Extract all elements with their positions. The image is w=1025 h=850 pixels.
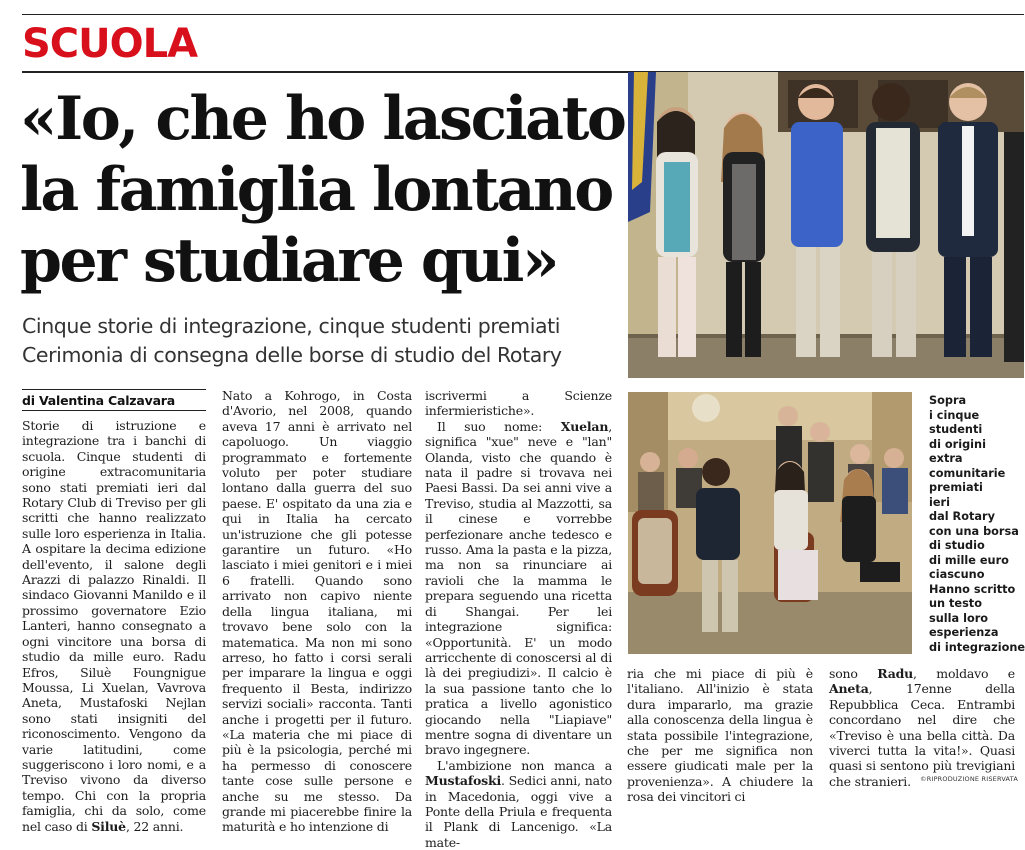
name-highlight: Radu [877,666,914,681]
byline: di Valentina Calzavara [22,393,176,408]
subtitle-line-2: Cerimonia di consegna delle borse di studio del Rotary [22,343,562,367]
copyright-notice: ©RIPRODUZIONE RISERVATA [920,775,1018,783]
article-text: , 17enne della Repubblica Ceca. Entrambi concordano nel dire che «Treviso è una bella città. Da viverci tutta la vita!». Quasi quasi si sentono più trevigiani che stranieri. [829,681,1015,789]
name-highlight: Mustafoski [425,773,501,789]
article-column-2 [222,388,412,835]
name-highlight: Xuelan [560,418,609,434]
caption-line: ieri [929,495,950,509]
caption-line: di mille euro [929,553,1009,567]
byline-rule-bottom [22,410,206,411]
headline-line-3: per studiare qui» [20,226,558,296]
headline-line-2: la famiglia lontano [20,155,612,225]
caption-line: comunitarie [929,466,1006,480]
photo-caption [929,394,1025,655]
article-column-1 [22,418,206,834]
caption-line: Hanno scritto [929,582,1016,596]
article-text: , significa "xue" neve e "lan" Olanda, visto che quando è nata il padre si trovava nei Paesi Bassi. Da sei anni vive a Treviso, studia al Mazzotti, sa il cinese e vorrebbe perfezionare anche tedesco e russo. Ama la pasta e la pizza, ma non sa rinunciare ai ravioli che la mamma le prepara seguendo una ricetta di Shangai. Per lei integrazione significa: «Opportunità. E' un modo arricchente di conoscersi al di là dei pregiudizi». Il calcio è la sua passione tanto che lo pratica a livello agonistico giocando nella "Liapiave" mentre sogna di diventare un bravo ingegnere. [425,418,612,758]
subtitle-line-1: Cinque storie di integrazione, cinque studenti premiati [22,314,561,338]
byline-rule-top [22,389,206,390]
article-paragraph [829,666,1015,789]
caption-line: sulla loro [929,611,989,625]
caption-line: dal Rotary [929,510,995,523]
article-paragraph [22,418,206,834]
caption-line: di studio [929,539,985,552]
top-rule [22,14,1024,15]
ceremony-audience-photo [628,392,912,654]
article-paragraph: iscrivermi a Scienze infermieristiche». [425,388,612,419]
caption-line: ciascuno [929,568,985,581]
caption-line: di integrazione [929,640,1025,654]
article-text: Storie di istruzione e integrazione tra i banchi di scuola. Cinque studenti di origine extracomunitaria sono stati premiati ieri dal Rotary Club di Treviso per gli scritti che hanno realizzato sulle loro esperienza in Italia. A ospitare la decima edizione dell'evento, il salone degli Arazzi di palazzo Rinaldi. Il sindaco Giovanni Manildo e il prossimo governatore Ezio Lanteri, hanno consegnato a ogni vincitore una borsa di studio da mille euro. Radu Efros, Siluè Foungnigue Moussa, Li Xuelan, Vavrova Aneta, Mustafoski Nejlan sono stati insigniti del riconoscimento. Vengono da varie latitudini, come suggeriscono i loro nomi, e a Treviso vivono da diverso tempo. Chi con la propria famiglia, chi da solo, come nel caso di [22,418,206,834]
caption-line: Sopra [929,394,967,407]
article-text: . Sedici anni, nato in Macedonia, oggi vive a Ponte della Priula e frequenta il Plank di Lancenigo. «La mate- [425,773,612,850]
article-paragraph [425,419,612,758]
article-paragraph: Nato a Kohrogo, in Costa d'Avorio, nel 2008, quando aveva 17 anni è arrivato nel capoluogo. Un viaggio programmato e fortemente voluto per poter studiare lontano dalla guerra del suo paese. E' ospitato da una zia e qui in Italia ha cercato un'istruzione che gli potesse garantire un futuro. «Ho lasciato i miei genitori e i miei 6 fratelli. Quando sono arrivato non capivo niente della lingua italiana, mi trovavo bene solo con la matematica. Ma non mi sono arreso, ho fatto i corsi serali per imparare la lingua e oggi frequento il Besta, indirizzo servizi sociali» racconta. Tanti anche i progetti per il futuro. «La materia che mi piace di più è la psicologia, perché mi ha permesso di conoscere tante cose sulle persone e anche su me stesso. Da grande mi piacerebbe finire la maturità e ho intenzione di [222,388,412,835]
caption-line: esperienza [929,626,999,639]
students-group-photo [628,72,1024,378]
caption-line: di origini [929,437,986,451]
caption-line: un testo [929,597,982,610]
name-highlight: Siluè [91,818,126,834]
article-paragraph [425,758,612,850]
headline [20,84,630,297]
caption-line: extra [929,452,963,465]
article-column-4 [627,666,813,805]
caption-line: i cinque [929,408,980,422]
name-highlight: Aneta [829,681,869,697]
subtitle [22,312,622,370]
article-column-3 [425,388,612,850]
article-text: , moldavo e [913,666,1015,681]
caption-line: con una borsa [929,524,1019,538]
article-text: Il suo nome: [437,418,561,434]
caption-line: premiati [929,481,983,494]
article-column-5 [829,666,1015,789]
article-text: L'ambizione non manca a [437,757,612,773]
article-text: sono [829,666,878,681]
article-paragraph: ria che mi piace di più è l'italiano. All'inizio è stata dura impararlo, ma grazie alla conoscenza della lingua è stata possibile l'integrazione, che per me significa non essere giudicati male per la provenienza». A chiudere la rosa dei vincitori ci [627,666,813,805]
article-text: , 22 anni. [125,818,184,834]
caption-line: studenti [929,423,983,436]
headline-line-1: «Io, che ho lasciato [20,84,625,154]
section-label: SCUOLA [22,21,198,67]
